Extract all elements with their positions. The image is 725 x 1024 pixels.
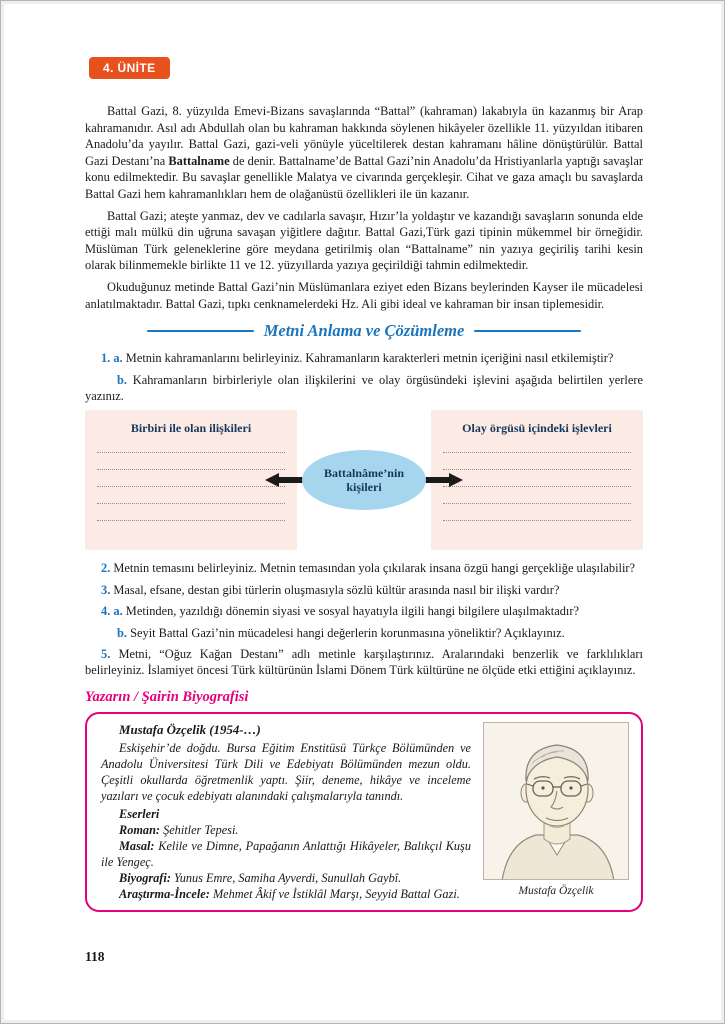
intro-paragraph-3: Okuduğunuz metinde Battal Gazi’nin Müslümanlara eziyet eden Bizans beylerinden Kayser ile mücadelesi anlatılmaktadır. Battal Gazi, tıpkı cenknamelerdeki Hz. Ali gibi ideal ve kahraman bir insan tiplemesidir. (85, 279, 643, 311)
biography-section-title: Yazarın / Şairin Biyografisi (85, 688, 249, 705)
relations-box-title: Birbiri ile olan ilişkileri (130, 421, 252, 436)
dotted-answer-line (97, 470, 285, 487)
question-5 (85, 646, 643, 679)
heading-rule-left (147, 330, 254, 333)
functions-box-title: Olay örgüsü içindeki işlevleri (462, 421, 612, 436)
question-text: Metnin kahramanlarını belirleyiniz. Kahramanların karakterleri metnin içeriğini nasıl etkilemiştir? (125, 351, 614, 366)
ellipse-line-1: Battalnâme’nin (323, 466, 404, 481)
question-text: Metnin temasını belirleyiniz. Metnin temasından yola çıkılarak insana özgü hangi gerçekliğe ulaşılabilir? (113, 561, 636, 576)
dotted-answer-line (443, 487, 631, 504)
question-number: b. (117, 372, 127, 387)
question-text: Metinden, yazıldığı dönemin siyasi ve sosyal hayatıyla ilgili hangi bilgilere ulaşılmaktadır? (125, 604, 579, 619)
works-value: Şehitler Tepesi. (163, 822, 239, 837)
section-heading-analysis (147, 321, 581, 341)
works-value: Mehmet Âkif ve İstiklâl Marşı, Seyyid Battal Gazi. (212, 886, 460, 901)
question-1b (85, 372, 643, 405)
question-number: b. (117, 625, 127, 640)
works-label: Araştırma-İncele: (119, 886, 210, 901)
question-text: Metni, “Oğuz Kağan Destanı” adlı metinle karşılaştırınız. Aralarındaki benzerlik ve farklılıkları belirleyiniz. İslamiyet öncesi Türk kültürünün İslami Dönem Türk kültürüne ne ölçüde etki ettiğini açıklayınız. (85, 646, 643, 678)
dotted-answer-line (443, 436, 631, 453)
question-number: 3. (101, 582, 111, 597)
question-4b (85, 625, 643, 641)
works-label: Masal: (119, 838, 155, 853)
works-value: Kelile ve Dimne, Papağanın Anlattığı Hikâyeler, Balıkçıl Kuşu ile Yengeç. (101, 838, 471, 869)
biography-text-column (101, 722, 471, 902)
author-portrait (483, 722, 629, 902)
bold-term: Battalname (168, 153, 230, 168)
heading-rule-right (474, 330, 581, 333)
portrait-sketch-icon (484, 723, 629, 880)
paragraph-text: de denir. Battalname’de Battal Gazi’nin Anadolu’da Hristiyanlarla yaptığı savaşlar konu edilmektedir. Bu savaşlar genellikle Malatya ve civarında gerçekleşir. Cihat ve gaza amaçlı bu savaşlarda Battal Gazi hem kahramanlıkları hem de olağanüstü özellikleri ile ün kazanır. (85, 153, 643, 201)
biography-box (85, 712, 643, 912)
dotted-answer-line (97, 487, 285, 504)
portrait-caption: Mustafa Özçelik (518, 884, 594, 897)
question-4a (85, 603, 643, 619)
question-3 (85, 582, 643, 598)
page-content (85, 103, 643, 912)
works-entry-masal (101, 838, 471, 870)
dotted-answer-line (97, 504, 285, 521)
portrait-frame (483, 722, 629, 880)
question-number: 5. (101, 646, 111, 661)
works-entry-biyografi (101, 870, 471, 886)
intro-paragraph-1 (85, 103, 643, 203)
intro-paragraph-2: Battal Gazi; ateşte yanmaz, dev ve cadılarla savaşır, Hızır’la yoldaştır ve kazandığı savaşların sonunda elde ettiği malı mülkü din uğruna savaşan yiğitlere dağıtır. Battal Gazi,Türk gazi tipinin mükemmel bir örneğidir. Müslüman Türk geleneklerine göre meydana getirilmiş olan “Battalname” nin yazıya geçiriliş tarihi kesin olarak bilinmemekle birlikte 11 ve 12. yüzyıllarda yazıya geçirildiği tahmin edilmektedir. (85, 208, 643, 273)
works-label: Biyografi: (119, 870, 171, 885)
author-name: Mustafa Özçelik (1954-…) (119, 722, 261, 737)
page-number: 118 (85, 949, 105, 964)
question-number: 1. a. (101, 351, 123, 366)
character-diagram (85, 410, 643, 550)
question-text: Seyit Battal Gazi’nin mücadelesi hangi değerlerin korunmasına yöneliktir? Açıklayınız. (130, 625, 565, 640)
right-arrow-icon (421, 473, 463, 487)
question-number: 4. a. (101, 604, 123, 619)
works-value: Yunus Emre, Samiha Ayverdi, Sunullah Gaybî. (174, 870, 402, 885)
dotted-answer-line (443, 453, 631, 470)
works-heading: Eserleri (119, 806, 160, 821)
ellipse-line-2: kişileri (346, 480, 382, 495)
question-text: Kahramanların birbirleriyle olan ilişkilerini ve olay örgüsündeki işlevini aşağıda belirtilen yerlere yazınız. (85, 372, 643, 403)
question-number: 2. (101, 561, 111, 576)
characters-ellipse (302, 450, 426, 510)
question-text: Masal, efsane, destan gibi türlerin oluşmasıyla sözlü kültür arasında nasıl bir ilişki vardır? (113, 582, 560, 597)
dotted-answer-line (443, 470, 631, 487)
dotted-answer-line (97, 453, 285, 470)
dotted-answer-line (443, 504, 631, 521)
author-summary: Eskişehir’de doğdu. Bursa Eğitim Enstitüsü Türkçe Bölümünden ve Anadolu Üniversitesi Türk Dili ve Edebiyatı Bölümünden mezun oldu. Çeşitli okullarda öğretmenlik yaptı. Şiir, deneme, hikâye ve inceleme yazıları ve çocuk edebiyatı alanındaki çalışmalarıyla tanındı. (101, 740, 471, 803)
left-arrow-icon (265, 473, 307, 487)
paragraph-text: Battal Gazi, 8. yüzyılda Emevi-Bizans savaşlarında “Battal” (kahraman) lakabıyla ün kazanmış bir Arap kahramanıdır. Asıl adı Abdullah olan bu kahraman hakkında söylenen hikâyeler özellikle 11. yüzyıldan itibaren Anadolu’da yayılır. Battal Gazi, gazi-veli yönüyle yüceltilerek destan kahramanı hâline dönüştürülür. Battal Gazi Destanı’na (85, 104, 643, 168)
question-2 (85, 560, 643, 576)
section-title: Metni Anlama ve Çözümleme (263, 321, 465, 341)
dotted-answer-line (97, 436, 285, 453)
question-1a (85, 350, 643, 366)
works-entry-arastirma (101, 886, 471, 902)
unit-badge: 4. ÜNİTE (89, 57, 170, 79)
works-entry-roman (101, 822, 471, 838)
works-label: Roman: (119, 822, 160, 837)
